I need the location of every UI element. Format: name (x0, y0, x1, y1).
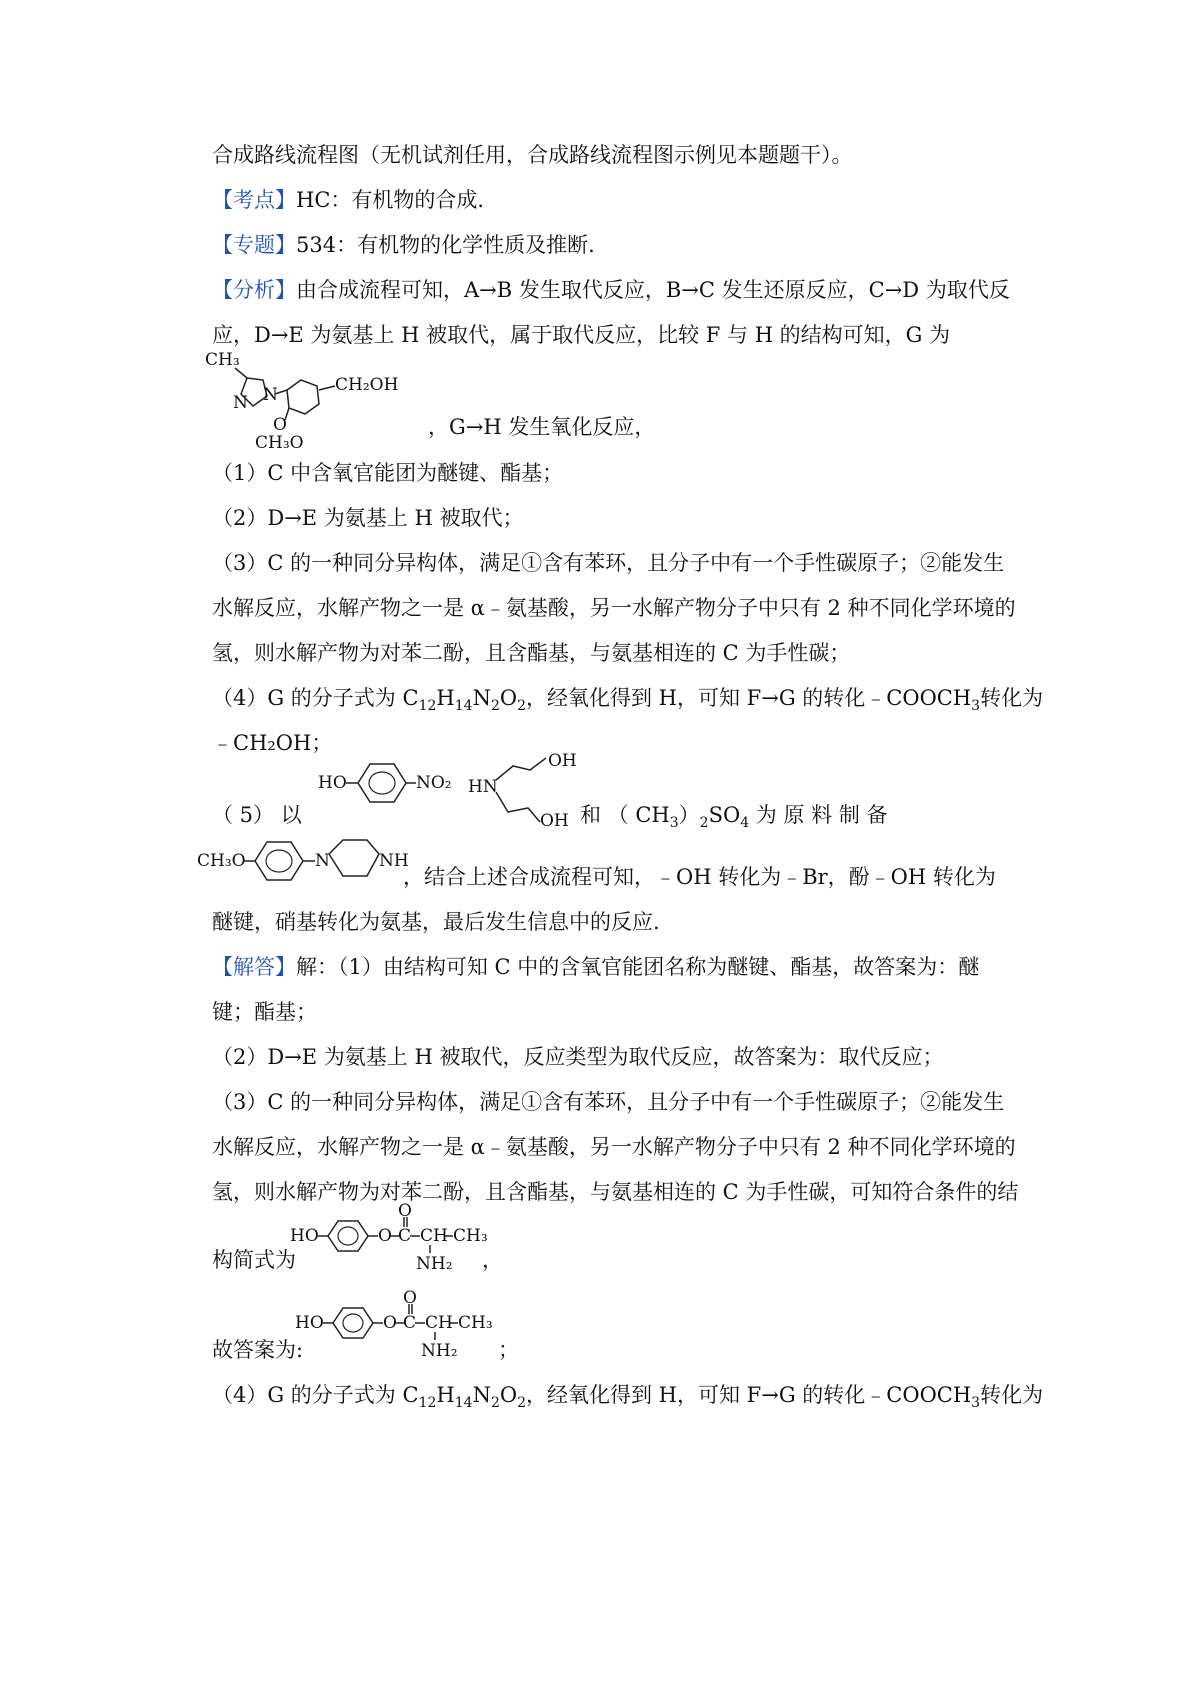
formula-sub: 3 (669, 815, 679, 831)
mol-label: O (383, 1313, 397, 1333)
fenxi-tag: 【分析】 (212, 278, 296, 302)
formula-part: N (472, 686, 491, 710)
analysis-5-prefix: （ 5） 以 (212, 803, 302, 827)
zhuanti-line (212, 230, 595, 260)
fenxi-line (212, 275, 1010, 305)
fenxi-text-2: 应，D→E 为氨基上 H 被取代，属于取代反应，比较 F 与 H 的结构可知，G 为 (212, 323, 951, 347)
molecule-answer-structure-2 (295, 1288, 505, 1364)
analysis-5-line-4: 醚键，硝基转化为氨基，最后发生信息中的反应. (212, 910, 660, 934)
mol-label: CH₃O (197, 851, 246, 871)
mol-label: CH₃ (205, 350, 240, 370)
formula-sub: 3 (971, 1395, 981, 1411)
mol-label: O (273, 415, 287, 435)
formula-part: C (402, 1383, 419, 1407)
zhuanti-tag: 【专题】 (212, 233, 296, 257)
jieda-text-4: （3）C 的一种同分异构体，满足①含有苯环，且分子中有一个手性碳原子；②能发生 (212, 1090, 1005, 1114)
formula-sub: 14 (454, 1395, 473, 1411)
formula-part: O (499, 686, 518, 710)
formula-part: H (436, 686, 455, 710)
fenxi-text-1: 由合成流程可知，A→B 发生取代反应，B→C 发生还原反应，C→D 为取代反 (296, 278, 1010, 302)
formula-sub: 12 (418, 698, 437, 714)
text: 转化为 (980, 1383, 1044, 1407)
formula-sub: 2 (490, 698, 500, 714)
mol-label: NH (379, 851, 409, 871)
analysis-4-line-1 (212, 683, 1043, 721)
text: （4）G 的分子式为 (212, 1383, 403, 1407)
mol-label: CH₃ (458, 1313, 493, 1333)
jieda-text-2: 键；酯基； (212, 1000, 317, 1024)
mol-label: CH (425, 1313, 453, 1333)
fenxi-text-3: ，G→H 发生氧化反应， (428, 415, 656, 439)
mol-label: NH₂ (421, 1341, 458, 1361)
formula-part: O (499, 1383, 518, 1407)
analysis-3-line-3: 氢，则水解产物为对苯二酚，且含酯基，与氨基相连的 C 为手性碳； (212, 641, 851, 665)
mol-label: OH (548, 751, 577, 771)
text: ，经氧化得到 H，可知 F→G 的转化﹣COOCH (526, 1383, 972, 1407)
formula-sub: 12 (418, 1395, 437, 1411)
analysis-5-line-3: ，结合上述合成流程可知，﹣OH 转化为﹣Br，酚﹣OH 转化为 (403, 865, 996, 889)
mol-label: CH₂OH (335, 375, 399, 395)
semicolon: ； (498, 1338, 519, 1362)
molecule-methoxyphenyl-piperazine (197, 836, 417, 896)
jieda-text-5: 水解反应，水解产物之一是 α﹣氨基酸，另一水解产物分子中只有 2 种不同化学环境的 (212, 1135, 1016, 1159)
text: （4）G 的分子式为 (212, 686, 403, 710)
kaodian-tag: 【考点】 (212, 188, 296, 212)
formula-part: H (436, 1383, 455, 1407)
formula-part: C (402, 686, 419, 710)
analysis-3-line-1: （3）C 的一种同分异构体，满足①含有苯环，且分子中有一个手性碳原子；②能发生 (212, 551, 1005, 575)
molecule-g-structure (205, 350, 425, 453)
formula-sub: 2 (517, 1395, 526, 1411)
mol-label: HN (468, 777, 498, 797)
mol-label: HO (290, 1226, 319, 1246)
mol-label: CH (420, 1226, 448, 1246)
analysis-4-line-2: ﹣CH₂OH； (212, 731, 333, 755)
analysis-5-line-1 (580, 800, 888, 838)
mol-label: N (315, 851, 330, 871)
text: 转化为 (980, 686, 1044, 710)
formula-sub: 2 (517, 698, 526, 714)
mol-label: O (398, 1201, 412, 1221)
analysis-3-line-2: 水解反应，水解产物之一是 α﹣氨基酸，另一水解产物分子中只有 2 种不同化学环境的 (212, 596, 1016, 620)
formula-sub: 3 (971, 698, 981, 714)
jieda-line (212, 952, 979, 982)
molecule-answer-structure-1 (290, 1201, 500, 1277)
formula-sub: 2 (490, 1395, 500, 1411)
text: ） (678, 803, 700, 827)
jieda-text-8: 故答案为: (212, 1338, 304, 1362)
mol-label: N (263, 385, 278, 405)
text: SO (708, 803, 741, 827)
analysis-1: （1）C 中含氧官能团为醚键、酯基； (212, 461, 564, 485)
mol-label: O (403, 1288, 417, 1308)
comma: ， (482, 1248, 503, 1272)
formula-sub: 14 (454, 698, 473, 714)
text: 和 （ CH (580, 803, 670, 827)
jieda-text-6: 氢，则水解产物为对苯二酚，且含酯基，与氨基相连的 C 为手性碳，可知符合条件的结 (212, 1180, 1019, 1204)
kaodian-text: HC：有机物的合成. (296, 188, 485, 212)
formula-sub: 2 (699, 815, 709, 831)
mol-label: HO (295, 1313, 324, 1333)
jieda-tag: 【解答】 (212, 955, 296, 979)
text-line: 合成路线流程图（无机试剂任用，合成路线流程图示例见本题题干）。 (212, 143, 853, 167)
jieda-text-9 (212, 1380, 1043, 1418)
mol-label: OH (540, 811, 569, 831)
jieda-text-3: （2）D→E 为氨基上 H 被取代，反应类型为取代反应，故答案为：取代反应； (212, 1045, 944, 1069)
kaodian-line (212, 185, 484, 215)
mol-label: N (233, 393, 248, 413)
formula-part: N (472, 1383, 491, 1407)
text: 为 原 料 制 备 (755, 803, 888, 827)
mol-label: C (398, 1226, 412, 1246)
text: ，经氧化得到 H，可知 F→G 的转化﹣COOCH (526, 686, 972, 710)
mol-label: NO₂ (416, 773, 452, 793)
zhuanti-text: 534：有机物的化学性质及推断. (296, 233, 595, 257)
formula-sub: 4 (740, 815, 750, 831)
mol-label: CH₃ (453, 1226, 488, 1246)
jieda-text-7: 构简式为 (212, 1248, 296, 1272)
mol-label: NH₂ (416, 1254, 453, 1274)
jieda-text-1: 解：（1）由结构可知 C 中的含氧官能团名称为醚键、酯基，故答案为：醚 (296, 955, 980, 979)
molecule-nitrophenol-diethanolamine (318, 752, 588, 834)
mol-label: HO (318, 773, 347, 793)
analysis-2: （2）D→E 为氨基上 H 被取代； (212, 506, 524, 530)
mol-label: O (378, 1226, 392, 1246)
mol-label: C (403, 1313, 417, 1333)
mol-label: CH₃O (255, 433, 304, 453)
